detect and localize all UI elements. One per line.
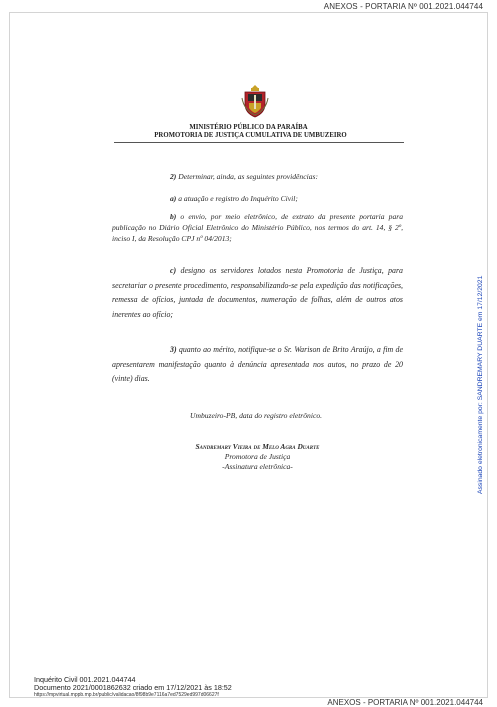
organization-name: MINISTÉRIO PÚBLICO DA PARAÍBA — [189, 124, 308, 131]
footer-validation-link[interactable]: https://mpvirtual.mppb.mp.br/public/validacao/8f98b9e7116a7ed7529ed997d06627f — [34, 691, 219, 698]
header-divider — [114, 142, 404, 143]
signer-name: Sandremary Vieira de Melo Agra Duarte — [195, 442, 320, 451]
electronic-signature-note: -Assinatura eletrônica- — [222, 462, 293, 471]
document-footer — [34, 676, 232, 698]
paragraph-text: quanto ao mérito, notifique-se o Sr. Warison de Brito Araújo, a fim de apresentarem manifestação quanto à denúncia apresentada nos autos, no prazo de 20 (vinte) dias. — [112, 345, 403, 384]
paragraph-item-c — [112, 264, 403, 322]
item-number: b) — [170, 212, 177, 221]
item-number: 2) — [170, 172, 177, 181]
item-number: a) — [170, 194, 177, 203]
paragraph-item-b — [112, 211, 403, 245]
coat-of-arms-icon — [240, 84, 270, 118]
document-footer-label: ANEXOS - PORTARIA Nº 001.2021.044744 — [327, 698, 483, 707]
signer-role: Promotora de Justiça — [224, 452, 291, 461]
footer-document-info: Documento 2021/0001862632 criado em 17/12/2021 às 18:52 — [34, 682, 232, 692]
paragraph-text: Determinar, ainda, as seguintes providências: — [176, 172, 318, 181]
footer-case-number: Inquérito Civil 001.2021.044744 — [34, 675, 136, 684]
paragraph-text: a atuação e registro do Inquérito Civil; — [176, 194, 298, 203]
organization-heading — [0, 124, 497, 140]
paragraph-item-3 — [112, 343, 403, 387]
place-date: Umbuzeiro-PB, data do registro eletrônico. — [190, 411, 323, 420]
item-number: 3) — [170, 345, 177, 354]
paragraph-item-a — [112, 193, 403, 204]
paragraph-intro — [112, 171, 403, 182]
document-header: ANEXOS - PORTARIA Nº 001.2021.044744 — [323, 2, 483, 11]
signature-block — [0, 442, 497, 472]
item-number: c) — [170, 266, 177, 275]
electronic-signature-stamp: Assinado eletronicamente por: SANDREMARY DUARTE em 17/12/2021 — [477, 275, 484, 494]
paragraph-text: designo os servidores lotados nesta Promotoria de Justiça, para secretariar o presente procedimento, responsabilizando-se pela expedição das notificações, remessa de ofícios, juntada de documentos, numeração de folhas, além de outros atos inerentes ao ofício; — [112, 266, 403, 319]
organization-unit: PROMOTORIA DE JUSTIÇA CUMULATIVA DE UMBUZEIRO — [154, 132, 347, 139]
paragraph-text: o envio, por meio eletrônico, de extrato da presente portaria para publicação no Diário Oficial Eletrônico do Ministério Público, nos termos do art. 14, § 2º, inciso I, da Resolução CPJ nº 04/2013; — [112, 212, 403, 244]
